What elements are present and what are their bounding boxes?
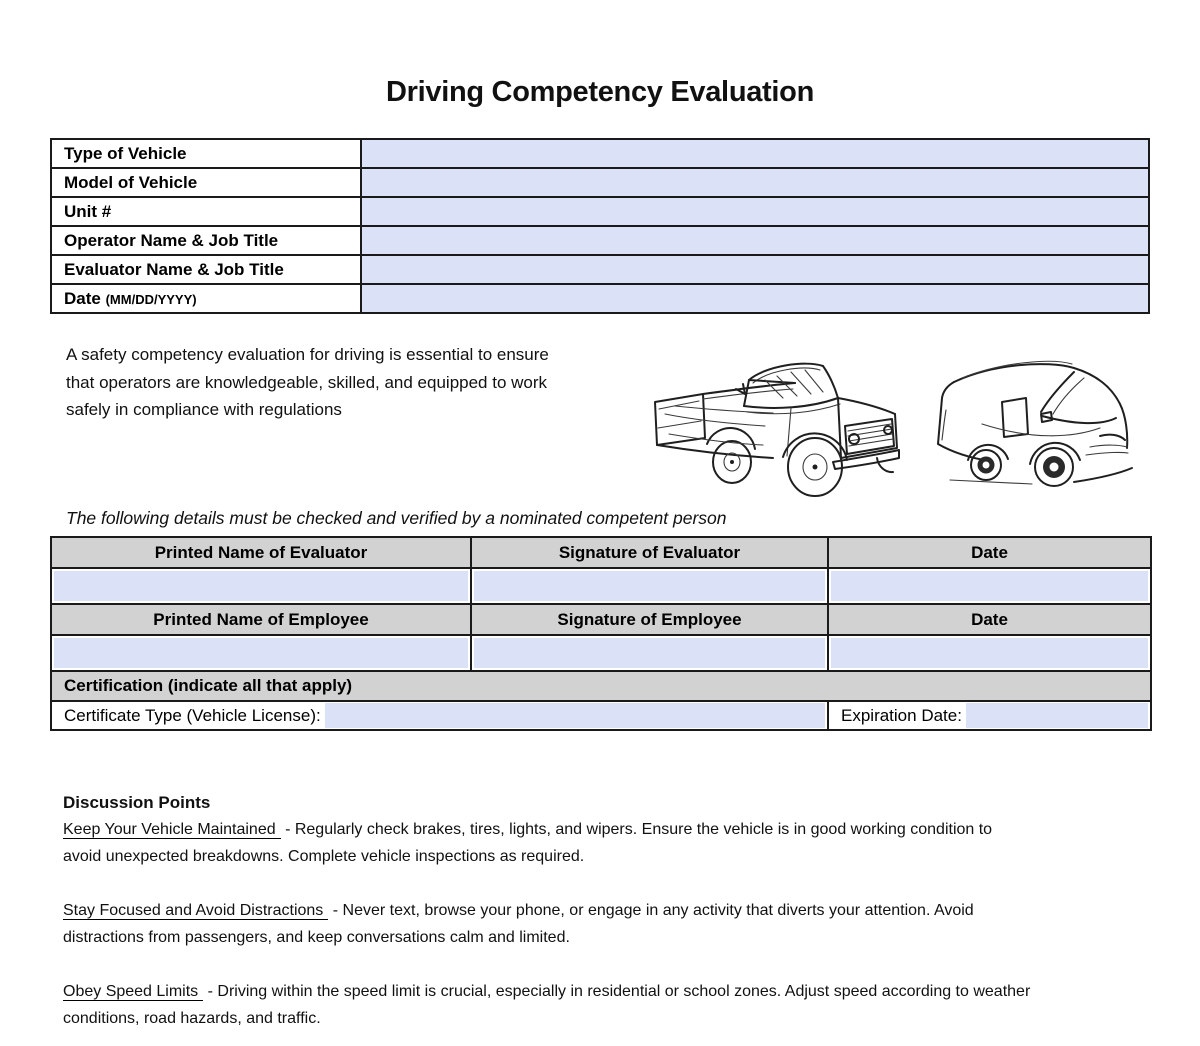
discussion-item-distractions <box>63 897 1031 951</box>
operator-name-label: Operator Name & Job Title <box>51 226 361 255</box>
date-format-hint: (MM/DD/YYYY) <box>105 291 197 307</box>
employee-signature-field[interactable] <box>471 635 828 671</box>
employee-header-row <box>51 604 1151 635</box>
table-row <box>51 139 1149 168</box>
vehicle-type-field[interactable] <box>361 139 1149 168</box>
evaluator-header-row <box>51 537 1151 568</box>
expiration-date-label: Expiration Date: <box>829 702 966 729</box>
page-title: Driving Competency Evaluation <box>386 76 814 108</box>
pickup-truck-sketch-svg <box>645 350 907 498</box>
certification-entry-row <box>51 701 1151 730</box>
discussion-item-title: Stay Focused and Avoid Distractions <box>63 902 328 920</box>
certificate-type-field[interactable] <box>325 703 825 728</box>
discussion-item-body: - Regularly check brakes, tires, lights, and wipers. Ensure the vehicle is in good working condition to avoid unexpected breakdowns. Complete vehicle inspections as required. <box>63 821 993 865</box>
discussion-item-speed-limits <box>63 978 1031 1032</box>
operator-name-field[interactable] <box>361 226 1149 255</box>
date-label: Date (MM/DD/YYYY) <box>51 284 361 313</box>
evaluator-date-header: Date <box>828 537 1151 568</box>
intro-text: A safety competency evaluation for driving is essential to ensure that operators are knowledgeable, skilled, and equipped to work safely in compliance with regulations <box>66 345 549 419</box>
evaluator-name-header: Printed Name of Evaluator <box>51 537 471 568</box>
discussion-item-body: - Driving within the speed limit is crucial, especially in residential or school zones. Adjust speed according to weather conditions, road hazards, and traffic. <box>63 983 1031 1027</box>
expiration-date-field[interactable] <box>966 703 1148 728</box>
unit-number-field[interactable] <box>361 197 1149 226</box>
van-sketch-svg <box>922 352 1140 492</box>
verification-table <box>50 536 1152 731</box>
certificate-type-cell <box>51 701 828 730</box>
certificate-type-label: Certificate Type (Vehicle License): <box>52 702 325 729</box>
table-row <box>51 226 1149 255</box>
table-row <box>51 255 1149 284</box>
unit-number-label: Unit # <box>51 197 361 226</box>
evaluator-signature-header: Signature of Evaluator <box>471 537 828 568</box>
discussion-item-title: Keep Your Vehicle Maintained <box>63 821 281 839</box>
evaluator-date-field[interactable] <box>828 568 1151 604</box>
discussion-heading: Discussion Points <box>63 793 211 812</box>
discussion-section <box>63 789 1031 1032</box>
table-row <box>51 168 1149 197</box>
certification-header-row <box>51 671 1151 701</box>
discussion-item-title: Obey Speed Limits <box>63 983 203 1001</box>
employee-date-header: Date <box>828 604 1151 635</box>
employee-signature-header: Signature of Employee <box>471 604 828 635</box>
table-row <box>51 197 1149 226</box>
discussion-item-body: - Never text, browse your phone, or engage in any activity that diverts your attention. Avoid distractions from passengers, and keep conversations calm and limited. <box>63 902 974 946</box>
employee-name-header: Printed Name of Employee <box>51 604 471 635</box>
verification-note: The following details must be checked and verified by a nominated competent person <box>66 508 727 528</box>
employee-date-field[interactable] <box>828 635 1151 671</box>
vehicle-info-table <box>50 138 1150 314</box>
van-image <box>922 352 1140 492</box>
evaluator-name-label: Evaluator Name & Job Title <box>51 255 361 284</box>
vehicle-model-field[interactable] <box>361 168 1149 197</box>
vehicle-type-label: Type of Vehicle <box>51 139 361 168</box>
vehicle-model-label: Model of Vehicle <box>51 168 361 197</box>
evaluator-name-field[interactable] <box>361 255 1149 284</box>
evaluator-signature-field[interactable] <box>471 568 828 604</box>
evaluator-printed-name-field[interactable] <box>51 568 471 604</box>
employee-entry-row <box>51 635 1151 671</box>
expiration-date-cell <box>828 701 1151 730</box>
certification-header: Certification (indicate all that apply) <box>51 671 1151 701</box>
date-field[interactable] <box>361 284 1149 313</box>
pickup-truck-image <box>645 350 907 498</box>
table-row <box>51 284 1149 313</box>
employee-printed-name-field[interactable] <box>51 635 471 671</box>
evaluator-entry-row <box>51 568 1151 604</box>
discussion-item-maintenance <box>63 816 1031 870</box>
